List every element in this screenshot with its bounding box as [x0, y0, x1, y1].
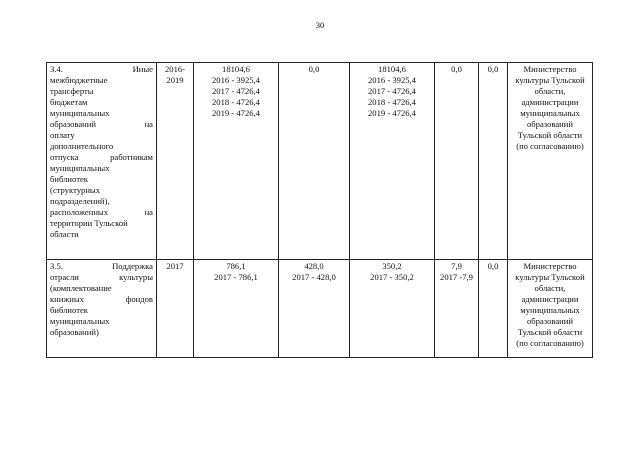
regional-budget-cell: [350, 63, 435, 260]
cell-line: (по согласованию): [516, 141, 584, 151]
cell-word: межбюджетные: [50, 75, 108, 85]
cell-line: [50, 218, 153, 229]
cell-word: книжных: [50, 294, 84, 304]
cell-line: [50, 272, 153, 283]
cell-line: 2016 - 3925,4: [212, 75, 260, 85]
cell-line: [50, 294, 153, 305]
budget-table: [46, 62, 593, 358]
cell-word: подразделений),: [50, 196, 110, 206]
cell-word: расположенных: [50, 207, 108, 217]
cell-line: [50, 152, 153, 163]
cell-line: 2018 - 4726,4: [212, 97, 260, 107]
measure-name-cell: [47, 260, 157, 358]
cell-line: 350,2: [382, 261, 402, 271]
cell-line: 2017 - 4726,4: [368, 86, 416, 96]
cell-word: культуры: [119, 272, 153, 282]
cell-word: 3.4.: [50, 64, 63, 74]
cell-line: [50, 229, 153, 240]
cell-word: образований: [50, 119, 96, 129]
cell-word: Иные: [132, 64, 153, 74]
cell-line: 18104,6: [378, 64, 406, 74]
cell-word: (структурных: [50, 185, 100, 195]
cell-line: 0,0: [451, 64, 462, 74]
cell-word: муниципальных: [50, 108, 110, 118]
table-row: [47, 260, 593, 358]
cell-word: (комплектование: [50, 283, 112, 293]
cell-word: отрасли: [50, 272, 79, 282]
cell-line: [50, 207, 153, 218]
executor-cell: [508, 63, 593, 260]
cell-line: Министерство: [523, 261, 577, 271]
cell-word: на: [144, 119, 153, 129]
period-cell: [157, 260, 194, 358]
cell-line: 0,0: [487, 64, 499, 74]
page-number: 30: [315, 20, 325, 30]
cell-line: 2017 - 4726,4: [212, 86, 260, 96]
cell-word: муниципальных: [50, 316, 110, 326]
cell-line: администрации: [521, 97, 579, 107]
cell-line: [50, 86, 153, 97]
cell-line: культуры Тульской: [515, 75, 585, 85]
cell-line: [50, 97, 153, 108]
cell-line: [50, 196, 153, 207]
local-budget-cell: [435, 63, 479, 260]
cell-word: Поддержка: [112, 261, 153, 271]
cell-word: библиотек: [50, 174, 88, 184]
cell-line: администрации: [521, 294, 579, 304]
cell-word: работникам: [110, 152, 153, 162]
period-cell: [157, 63, 194, 260]
other-sources-cell: [479, 63, 508, 260]
other-sources-cell: [479, 260, 508, 358]
cell-line: [50, 163, 153, 174]
cell-line: 2017 - 786,1: [214, 272, 258, 282]
cell-line: муниципальных: [520, 305, 580, 315]
cell-line: 2017 -7,9: [440, 272, 473, 282]
cell-line: 2017: [166, 261, 184, 271]
cell-line: [50, 174, 153, 185]
cell-line: 0,0: [308, 64, 320, 74]
cell-line: [50, 64, 153, 75]
cell-line: [50, 185, 153, 196]
total-funding-cell: [194, 260, 279, 358]
cell-line: 2018 - 4726,4: [368, 97, 416, 107]
cell-line: [50, 305, 153, 316]
cell-line: [50, 141, 153, 152]
cell-line: [50, 261, 153, 272]
local-budget-cell: [435, 260, 479, 358]
cell-line: [50, 108, 153, 119]
cell-line: культуры Тульской: [515, 272, 585, 282]
cell-line: 2017 - 350,2: [370, 272, 414, 282]
cell-line: [50, 327, 153, 338]
cell-line: области,: [534, 283, 566, 293]
cell-line: [50, 316, 153, 327]
federal-budget-cell: [279, 260, 350, 358]
cell-line: муниципальных: [520, 108, 580, 118]
cell-word: бюджетам: [50, 97, 88, 107]
executor-cell: [508, 260, 593, 358]
cell-line: 7,9: [451, 261, 462, 271]
cell-line: 2019: [166, 75, 184, 85]
measure-name-cell: [47, 63, 157, 260]
cell-line: 428,0: [304, 261, 324, 271]
cell-word: трансферты: [50, 86, 94, 96]
cell-line: 786,1: [226, 261, 246, 271]
cell-word: образований): [50, 327, 99, 337]
cell-line: 0,0: [487, 261, 499, 271]
cell-line: образований: [527, 119, 573, 129]
cell-line: Тульской области: [517, 327, 583, 337]
cell-word: территории Тульской: [50, 218, 128, 228]
cell-word: оплату: [50, 130, 75, 140]
cell-line: 2019 - 4726,4: [368, 108, 416, 118]
total-funding-cell: [194, 63, 279, 260]
cell-word: 3.5.: [50, 261, 63, 271]
cell-line: 2016 - 3925,4: [368, 75, 416, 85]
cell-word: фондов: [125, 294, 153, 304]
cell-line: [50, 119, 153, 130]
cell-line: Тульской области: [517, 130, 583, 140]
cell-word: на: [144, 207, 153, 217]
cell-line: области,: [534, 86, 566, 96]
cell-line: (по согласованию): [516, 338, 584, 348]
cell-line: 2017 - 428,0: [292, 272, 336, 282]
cell-line: 2016-: [164, 64, 186, 74]
cell-line: образований: [527, 316, 573, 326]
cell-word: области: [50, 229, 79, 239]
cell-word: отпуска: [50, 152, 79, 162]
cell-line: 18104,6: [222, 64, 250, 74]
table-row: [47, 63, 593, 260]
cell-line: [50, 130, 153, 141]
cell-word: дополнительного: [50, 141, 114, 151]
cell-word: муниципальных: [50, 163, 110, 173]
cell-line: Министерство: [523, 64, 577, 74]
cell-word: библиотек: [50, 305, 88, 315]
cell-line: 2019 - 4726,4: [212, 108, 260, 118]
cell-line: [50, 75, 153, 86]
cell-line: [50, 283, 153, 294]
regional-budget-cell: [350, 260, 435, 358]
federal-budget-cell: [279, 63, 350, 260]
